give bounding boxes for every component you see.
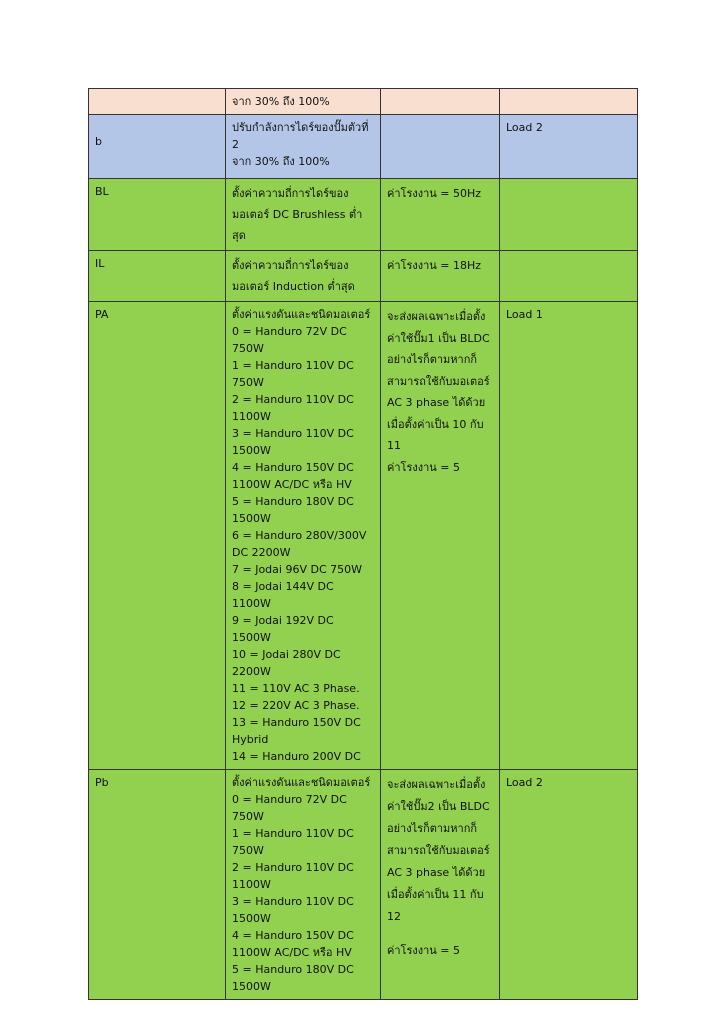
cell-text-line: ค่าใช้ปั๊ม2 เป็น BLDC <box>387 800 490 813</box>
cell-text-line: 13 = Handuro 150V DC <box>232 716 361 729</box>
table-row <box>89 251 638 302</box>
default-cell <box>381 89 500 115</box>
cell-text-line: 2 = Handuro 110V DC <box>232 393 354 406</box>
default-cell <box>381 302 500 770</box>
cell-text-line: จะส่งผลเฉพาะเมื่อตั้ง <box>387 310 486 323</box>
cell-text-line: 10 = Jodai 280V DC 2200W <box>232 648 345 678</box>
description-cell <box>226 302 381 770</box>
default-cell <box>381 251 500 302</box>
cell-text-line: 1 = Handuro 110V DC <box>232 827 354 840</box>
default-cell <box>381 770 500 1000</box>
description-cell <box>226 179 381 251</box>
cell-text-line: 3 = Handuro 110V DC <box>232 427 354 440</box>
cell-text-line: 1100W AC/DC หรือ HV <box>232 478 352 491</box>
cell-text-line: เมื่อตั้งค่าเป็น 10 กับ <box>387 417 484 431</box>
table-row <box>89 770 638 1000</box>
default-cell <box>381 179 500 251</box>
cell-text-line <box>387 928 493 940</box>
cell-text-line: ปรับกำลังการไดร์ของปั๊มตัวที่ <box>232 121 369 134</box>
cell-text-line: 2 = Handuro 110V DC <box>232 861 354 874</box>
cell-text-line: 750W <box>232 376 264 389</box>
load-cell: Load 1 <box>500 302 638 770</box>
cell-text-line: 6 = Handuro 280V/300V <box>232 529 367 542</box>
cell-text-line: 5 = Handuro 180V DC <box>232 963 354 976</box>
code-cell: b <box>89 115 226 179</box>
cell-text-line: 7 = Jodai 96V DC 750W <box>232 563 362 576</box>
cell-text-line: จาก 30% ถึง 100% <box>232 155 330 168</box>
code-cell: Pb <box>89 770 226 1000</box>
cell-text-line: ค่าโรงงาน = 50Hz <box>387 187 482 200</box>
parameter-table <box>88 88 638 1000</box>
load-cell <box>500 251 638 302</box>
default-cell <box>381 115 500 179</box>
description-cell <box>226 115 381 179</box>
cell-text-line: DC 2200W <box>232 546 291 559</box>
cell-text-line: สามารถใช้กับมอเตอร์ <box>387 374 490 388</box>
cell-text-line: 3 = Handuro 110V DC <box>232 895 354 908</box>
cell-text-line: 1100W <box>232 878 271 891</box>
cell-text-line: 1500W <box>232 980 271 993</box>
cell-text-line: จะส่งผลเฉพาะเมื่อตั้ง <box>387 778 486 791</box>
code-cell: PA <box>89 302 226 770</box>
description-cell <box>226 89 381 115</box>
cell-text-line: 1100W <box>232 410 271 423</box>
cell-text-line: 2 <box>232 138 239 151</box>
cell-text-line: ค่าโรงงาน = 18Hz <box>387 259 482 272</box>
cell-text-line: มอเตอร์ Induction ต่ำสุด <box>232 280 355 293</box>
cell-text-line: ตั้งค่าแรงดันและชนิดมอเตอร์ <box>232 776 371 789</box>
cell-text-line: ค่าโรงงาน = 5 <box>387 944 460 957</box>
cell-text-line: 1 = Handuro 110V DC <box>232 359 354 372</box>
cell-text-line: 1500W <box>232 512 271 525</box>
cell-text-line: 1500W <box>232 444 271 457</box>
cell-text-line: ตั้งค่าแรงดันและชนิดมอเตอร์ <box>232 308 371 321</box>
code-cell <box>89 89 226 115</box>
table-row <box>89 115 638 179</box>
cell-text-line: 8 = Jodai 144V DC 1100W <box>232 580 338 610</box>
cell-text-line: อย่างไรก็ตามหากก็ <box>387 353 478 366</box>
cell-text-line: AC 3 phase ได้ด้วย <box>387 866 486 879</box>
cell-text-line: 0 = Handuro 72V DC 750W <box>232 793 351 823</box>
cell-text-line: 4 = Handuro 150V DC <box>232 461 354 474</box>
cell-text-line: 9 = Jodai 192V DC 1500W <box>232 614 338 644</box>
cell-text-line: 0 = Handuro 72V DC 750W <box>232 325 351 355</box>
load-cell: Load 2 <box>500 770 638 1000</box>
cell-text-line: 12 = 220V AC 3 Phase. <box>232 699 360 712</box>
cell-text-line: 11 = 110V AC 3 Phase. <box>232 682 360 695</box>
table-row <box>89 302 638 770</box>
load-cell <box>500 179 638 251</box>
cell-text-line: สามารถใช้กับมอเตอร์ <box>387 844 490 857</box>
cell-text-line: 14 = Handuro 200V DC <box>232 750 361 763</box>
cell-text-line: ค่าโรงงาน = 5 <box>387 460 460 474</box>
description-cell <box>226 251 381 302</box>
cell-text-line: 750W <box>232 844 264 857</box>
cell-text-line: Hybrid <box>232 733 269 746</box>
table-row <box>89 179 638 251</box>
code-cell: IL <box>89 251 226 302</box>
cell-text-line: ค่าใช้ปั๊ม1 เป็น BLDC <box>387 331 490 345</box>
cell-text-line: 4 = Handuro 150V DC <box>232 929 354 942</box>
cell-text-line: 12 <box>387 910 401 923</box>
cell-text-line: มอเตอร์ DC Brushless ต่ำสุด <box>232 208 363 242</box>
cell-text-line: 1500W <box>232 912 271 925</box>
cell-text-line: 11 <box>387 439 401 452</box>
cell-text-line: 1100W AC/DC หรือ HV <box>232 946 352 959</box>
description-cell <box>226 770 381 1000</box>
cell-text-line: ตั้งค่าความถี่การไดร์ของ <box>232 187 349 200</box>
table-row <box>89 89 638 115</box>
cell-text-line: ตั้งค่าความถี่การไดร์ของ <box>232 259 349 272</box>
cell-text-line: จาก 30% ถึง 100% <box>232 95 330 108</box>
load-cell <box>500 89 638 115</box>
cell-text-line: อย่างไรก็ตามหากก็ <box>387 822 478 835</box>
load-cell: Load 2 <box>500 115 638 179</box>
cell-text-line: เมื่อตั้งค่าเป็น 11 กับ <box>387 888 484 901</box>
code-cell: BL <box>89 179 226 251</box>
cell-text-line: 5 = Handuro 180V DC <box>232 495 354 508</box>
cell-text-line: AC 3 phase ได้ด้วย <box>387 396 486 409</box>
